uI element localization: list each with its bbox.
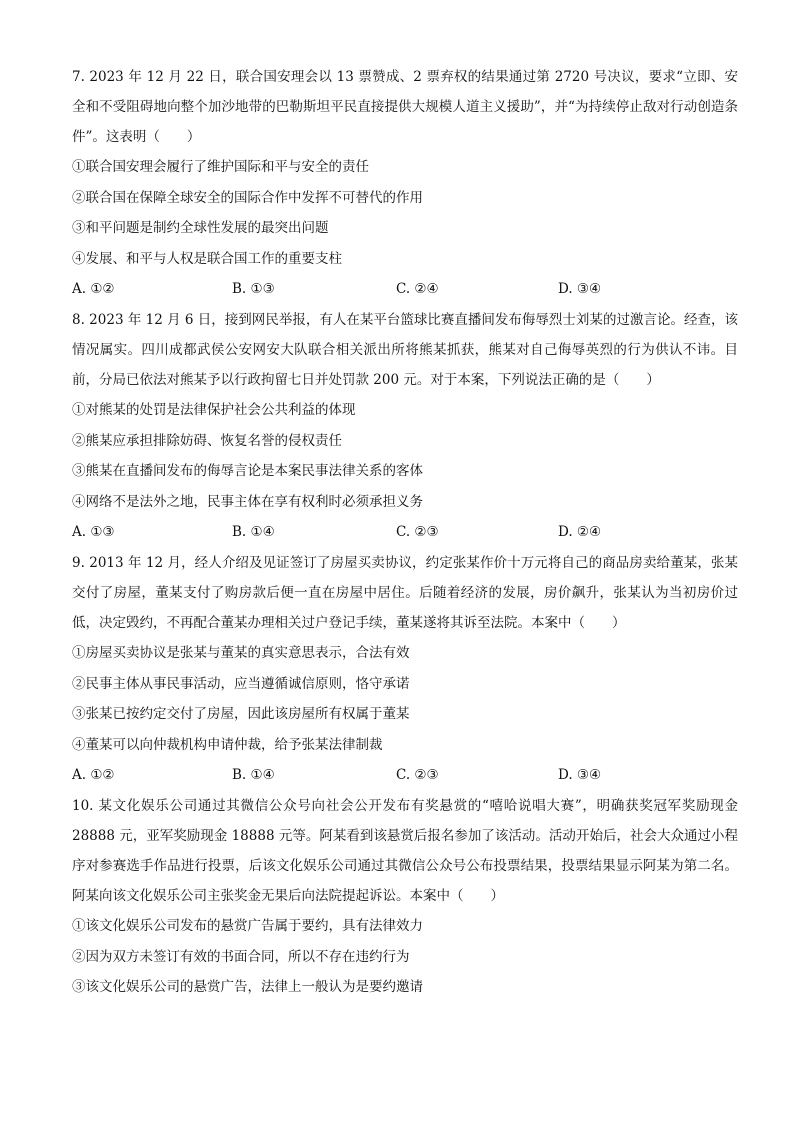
statement-option: ②因为双方未签订有效的书面合同，所以不存在违约行为	[72, 948, 410, 965]
statement-option: ④董某可以向仲裁机构申请仲裁，给予张某法律制裁	[72, 736, 383, 753]
choice-d: D. ③④	[558, 281, 602, 298]
choice-c: C. ②③	[396, 524, 439, 541]
question-stem: 9. 2013 年 12 月，经人介绍及见证签订了房屋买卖协议，约定张某作价十万元将自己的商品房卖给董某，张某交付了房屋，董某支付了购房款后便一直在房屋中居住。后随着经济的发展，房价飙升，张某认为当初房价过低，决定毁约，不再配合董某办理相关过户登记手续，董某遂将其诉至法院。本案中（ ）	[72, 554, 738, 631]
choice-b: B. ①④	[232, 524, 275, 541]
question-9	[72, 548, 738, 791]
answer-choices	[72, 274, 738, 305]
question-stem: 8. 2023 年 12 月 6 日，接到网民举报，有人在某平台篮球比赛直播间发布侮辱烈士刘某的过激言论。经查，该情况属实。四川成都武侯公安网安大队联合相关派出所将熊某抓获，熊某对自己侮辱英烈的行为供认不讳。目前，分局已依法对熊某予以行政拘留七日并处罚款 200 元。对于本案，下列说法正确的是（ ）	[72, 311, 738, 388]
choice-c: C. ②④	[396, 281, 439, 298]
statement-option: ③张某已按约定交付了房屋，因此该房屋所有权属于董某	[72, 706, 410, 723]
question-stem: 7. 2023 年 12 月 22 日，联合国安理会以 13 票赞成、2 票弃权的结果通过第 2720 号决议，要求“立即、安全和不受阻碍地向整个加沙地带的巴勒斯坦平民直接提供大规模人道主义援助”，并“为持续停止敌对行动创造条件”。这表明（ ）	[72, 69, 738, 145]
statement-option: ①联合国安理会履行了维护国际和平与安全的责任	[72, 159, 369, 175]
question-10	[72, 791, 738, 1003]
statement-option: ④网络不是法外之地，民事主体在享有权利时必须承担义务	[72, 493, 423, 510]
answer-choices	[72, 760, 738, 791]
statement-option: ①该文化娱乐公司发布的悬赏广告属于要约，具有法律效力	[72, 917, 423, 934]
exam-page	[72, 62, 738, 1003]
question-7	[72, 62, 738, 305]
statement-option: ②熊某应承担排除妨碍、恢复名誉的侵权责任	[72, 432, 342, 449]
choice-a: A. ①②	[72, 767, 115, 784]
statement-option: ④发展、和平与人权是联合国工作的重要支柱	[72, 250, 342, 267]
choice-b: B. ①④	[232, 767, 275, 784]
choice-b: B. ①③	[232, 281, 275, 298]
question-8	[72, 305, 738, 548]
statement-option: ①对熊某的处罚是法律保护社会公共利益的体现	[72, 401, 356, 418]
choice-d: D. ③④	[558, 767, 602, 784]
choice-a: A. ①②	[72, 281, 115, 298]
statement-option: ③熊某在直播间发布的侮辱言论是本案民事法律关系的客体	[72, 463, 423, 480]
choice-d: D. ②④	[558, 524, 602, 541]
statement-option: ②联合国在保障全球安全的国际合作中发挥不可替代的作用	[72, 189, 423, 206]
statement-option: ①房屋买卖协议是张某与董某的真实意思表示，合法有效	[72, 644, 410, 661]
question-stem: 10. 某文化娱乐公司通过其微信公众号向社会公开发布有奖悬赏的“嘻哈说唱大赛”，明确获奖冠军奖励现金 28888 元，亚军奖励现金 18888 元等。阿某看到该悬赏后报名参加了该活动。活动开始后，社会大众通过小程序对参赛选手作品进行投票，后该文化娱乐公司通过其微信公众号公布投票结果，投票结果显示阿某为第二名。阿某向该文化娱乐公司主张奖金无果后向法院提起诉讼。本案中（ ）	[72, 797, 738, 904]
statement-option: ②民事主体从事民事活动，应当遵循诚信原则，恪守承诺	[72, 675, 410, 692]
answer-choices	[72, 517, 738, 548]
statement-option: ③和平问题是制约全球性发展的最突出问题	[72, 220, 329, 237]
choice-a: A. ①③	[72, 524, 115, 541]
statement-option: ③该文化娱乐公司的悬赏广告，法律上一般认为是要约邀请	[72, 979, 423, 996]
choice-c: C. ②③	[396, 767, 439, 784]
